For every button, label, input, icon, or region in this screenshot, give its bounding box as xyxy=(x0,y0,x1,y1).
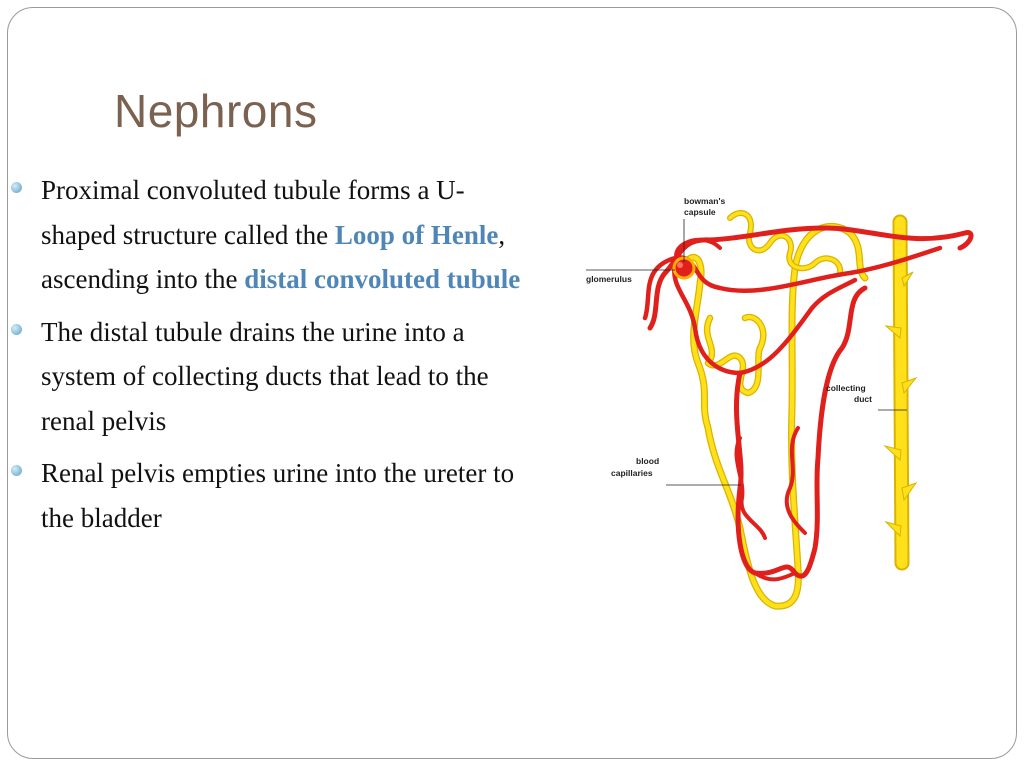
label-bowmans-capsule: bowman's xyxy=(684,196,726,206)
bullet-text: , ascending into the xyxy=(41,219,506,294)
bullet-text: The distal tubule drains the urine into a system of collecting ducts that lead to the renal pelvis xyxy=(41,316,489,436)
bullet-item xyxy=(10,310,530,444)
nephron-diagram xyxy=(580,188,990,620)
collecting-duct xyxy=(885,222,916,563)
label-collecting-duct: collecting xyxy=(826,383,866,393)
bullet-text: Proximal convoluted tubule forms a U-shaped structure called the xyxy=(41,175,465,250)
label-blood-capillaries: capillaries xyxy=(611,468,653,478)
slide-title: Nephrons xyxy=(114,85,318,137)
bullet-item xyxy=(10,168,530,302)
label-collecting-duct: duct xyxy=(854,394,872,404)
bullet-dot-icon xyxy=(11,182,22,193)
frame-notch xyxy=(1006,183,1016,223)
bullet-text: Renal pelvis empties urine into the ureter to the bladder xyxy=(41,458,515,533)
bullet-dot-icon xyxy=(11,465,22,476)
bullet-dot-icon xyxy=(11,324,22,335)
tubule xyxy=(683,213,865,606)
highlight-term-loop-of-henle: Loop of Henle xyxy=(334,219,499,250)
bullet-list xyxy=(10,168,530,548)
label-bowmans-capsule: capsule xyxy=(684,207,716,217)
bullet-item xyxy=(10,451,530,540)
blood-vessels xyxy=(645,228,971,579)
frame-notch xyxy=(1006,648,1016,688)
label-glomerulus: glomerulus xyxy=(586,274,632,284)
highlight-term-distal-tubule: distal convoluted tubule xyxy=(244,264,521,294)
label-blood-capillaries: blood xyxy=(636,456,660,466)
